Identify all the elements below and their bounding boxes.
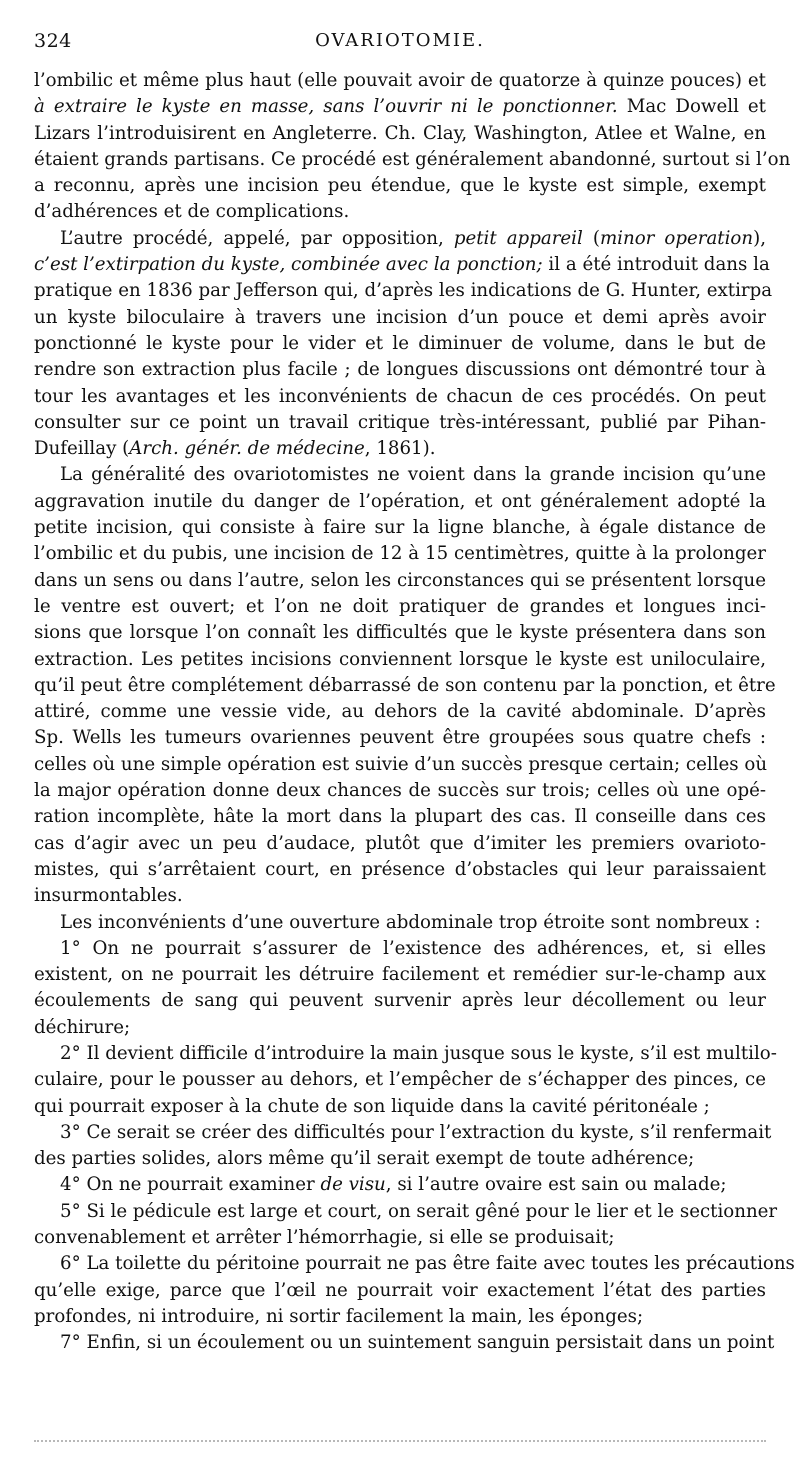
text-line: le ventre est ouvert; et l’on ne doit pratiquer de grandes et longues inci- bbox=[34, 595, 766, 617]
text-line: Sp. Wells les tumeurs ovariennes peuvent être groupées sous quatre chefs : bbox=[34, 727, 766, 749]
text-line: 1° On ne pourrait s’assurer de l’existence des adhérences, et, si elles bbox=[60, 937, 766, 959]
text-line: mistes, qui s’arrêtaient court, en présence d’obstacles qui leur paraissaient bbox=[34, 858, 766, 880]
text-line: ponctionné le kyste pour le vider et le diminuer de volume, dans le but de bbox=[34, 332, 766, 354]
text-line: cas d’agir avec un peu d’audace, plutôt que d’imiter les premiers ovarioto- bbox=[34, 832, 766, 854]
text-line: petite incision, qui consiste à faire sur la ligne blanche, à égale distance de bbox=[34, 517, 766, 539]
text-line: dans un sens ou dans l’autre, selon les circonstances qui se présentent lorsque bbox=[34, 569, 766, 591]
text-line: aggravation inutile du danger de l’opération, et ont généralement adopté la bbox=[34, 490, 766, 512]
text-line: un kyste biloculaire à travers une incision d’un pouce et demi après avoir bbox=[34, 306, 766, 328]
running-title: OVARIOTOMIE. bbox=[315, 30, 485, 51]
text-line: celles où une simple opération est suivie d’un succès presque certain; celles où bbox=[34, 753, 768, 775]
text-line: sions que lorsque l’on connaît les difficultés que le kyste présentera dans son bbox=[34, 622, 766, 644]
text-line: écoulements de sang qui peuvent survenir après leur décollement ou leur bbox=[34, 990, 766, 1012]
text-line: pratique en 1836 par Jefferson qui, d’après les indications de G. Hunter, extirpa bbox=[34, 280, 773, 302]
page-number: 324 bbox=[34, 30, 72, 52]
text-line: rendre son extraction plus facile ; de longues discussions ont démontré tour à bbox=[34, 359, 766, 381]
text-line: L’autre procédé, appelé, par opposition, petit appareil (minor operation), bbox=[60, 227, 766, 249]
body-text bbox=[34, 68, 795, 1357]
text-line: profondes, ni introduire, ni sortir facilement la main, les éponges; bbox=[34, 1305, 644, 1327]
text-line: à extraire le kyste en masse, sans l’ouvrir ni le ponctionner. Mac Dowell et bbox=[34, 96, 766, 118]
text-line: c’est l’extirpation du kyste, combinée avec la ponction; il a été introduit dans la bbox=[34, 254, 770, 276]
text-line: 2° Il devient difficile d’introduire la main jusque sous le kyste, s’il est multilo- bbox=[60, 1042, 777, 1064]
text-line: d’adhérences et de complications. bbox=[34, 201, 350, 223]
text-line: l’ombilic et même plus haut (elle pouvait avoir de quatorze à quinze pouces) et bbox=[34, 70, 766, 91]
text-line: étaient grands partisans. Ce procédé est généralement abandonné, surtout si l’on bbox=[34, 148, 791, 170]
text-line: qu’il peut être complétement débarrassé de son contenu par la ponction, et être bbox=[34, 674, 776, 696]
text-line: qui pourrait exposer à la chute de son liquide dans la cavité péritonéale ; bbox=[34, 1095, 710, 1117]
text-line: Lizars l’introduisirent en Angleterre. Ch. Clay, Washington, Atlee et Walne, en bbox=[34, 122, 766, 144]
text-line: qu’elle exige, parce que l’œil ne pourrait voir exactement l’état des parties bbox=[34, 1279, 766, 1301]
text-line: culaire, pour le pousser au dehors, et l’empêcher de s’échapper des pinces, ce bbox=[34, 1069, 766, 1091]
text-line: déchirure; bbox=[34, 1016, 131, 1038]
text-line: l’ombilic et du pubis, une incision de 12 à 15 centimètres, quitte à la prolonger bbox=[34, 543, 766, 565]
text-line: 3° Ce serait se créer des difficultés pour l’extraction du kyste, s’il renfermait bbox=[60, 1121, 772, 1143]
text-line: existent, on ne pourrait les détruire facilement et remédier sur-le-champ aux bbox=[34, 964, 766, 986]
text-line: tour les avantages et les inconvénients de chacun de ces procédés. On peut bbox=[34, 385, 766, 407]
text-line: convenablement et arrêter l’hémorrhagie, si elle se produisait; bbox=[34, 1227, 615, 1249]
text-line: 5° Si le pédicule est large et court, on serait gêné pour le lier et le sectionner bbox=[60, 1200, 778, 1222]
text-line: Dufeillay (Arch. génér. de médecine, 1861). bbox=[34, 438, 436, 460]
text-line: 7° Enfin, si un écoulement ou un suintement sanguin persistait dans un point bbox=[60, 1332, 775, 1354]
text-line: a reconnu, après une incision peu étendue, que le kyste est simple, exempt bbox=[34, 175, 766, 197]
text-line: 6° La toilette du péritoine pourrait ne pas être faite avec toutes les précautions bbox=[60, 1253, 795, 1275]
text-line: extraction. Les petites incisions conviennent lorsque le kyste est uniloculaire, bbox=[34, 648, 766, 670]
text-line: la major opération donne deux chances de succès sur trois; celles où une opé- bbox=[34, 780, 766, 802]
text-line: ration incomplète, hâte la mort dans la plupart des cas. Il conseille dans ces bbox=[34, 806, 766, 828]
footer-dotted-rule bbox=[34, 1440, 766, 1442]
page-header bbox=[34, 30, 766, 56]
text-line: La généralité des ovariotomistes ne voient dans la grande incision qu’une bbox=[60, 464, 766, 486]
text-line: insurmontables. bbox=[34, 885, 183, 907]
text-line: des parties solides, alors même qu’il serait exempt de toute adhérence; bbox=[34, 1148, 695, 1170]
text-line: Les inconvénients d’une ouverture abdominale trop étroite sont nombreux : bbox=[60, 911, 761, 933]
text-line: consulter sur ce point un travail critique très-intéressant, publié par Pihan- bbox=[34, 411, 766, 433]
text-line: 4° On ne pourrait examiner de visu, si l’autre ovaire est sain ou malade; bbox=[60, 1174, 727, 1196]
text-line: attiré, comme une vessie vide, au dehors de la cavité abdominale. D’après bbox=[34, 701, 766, 723]
